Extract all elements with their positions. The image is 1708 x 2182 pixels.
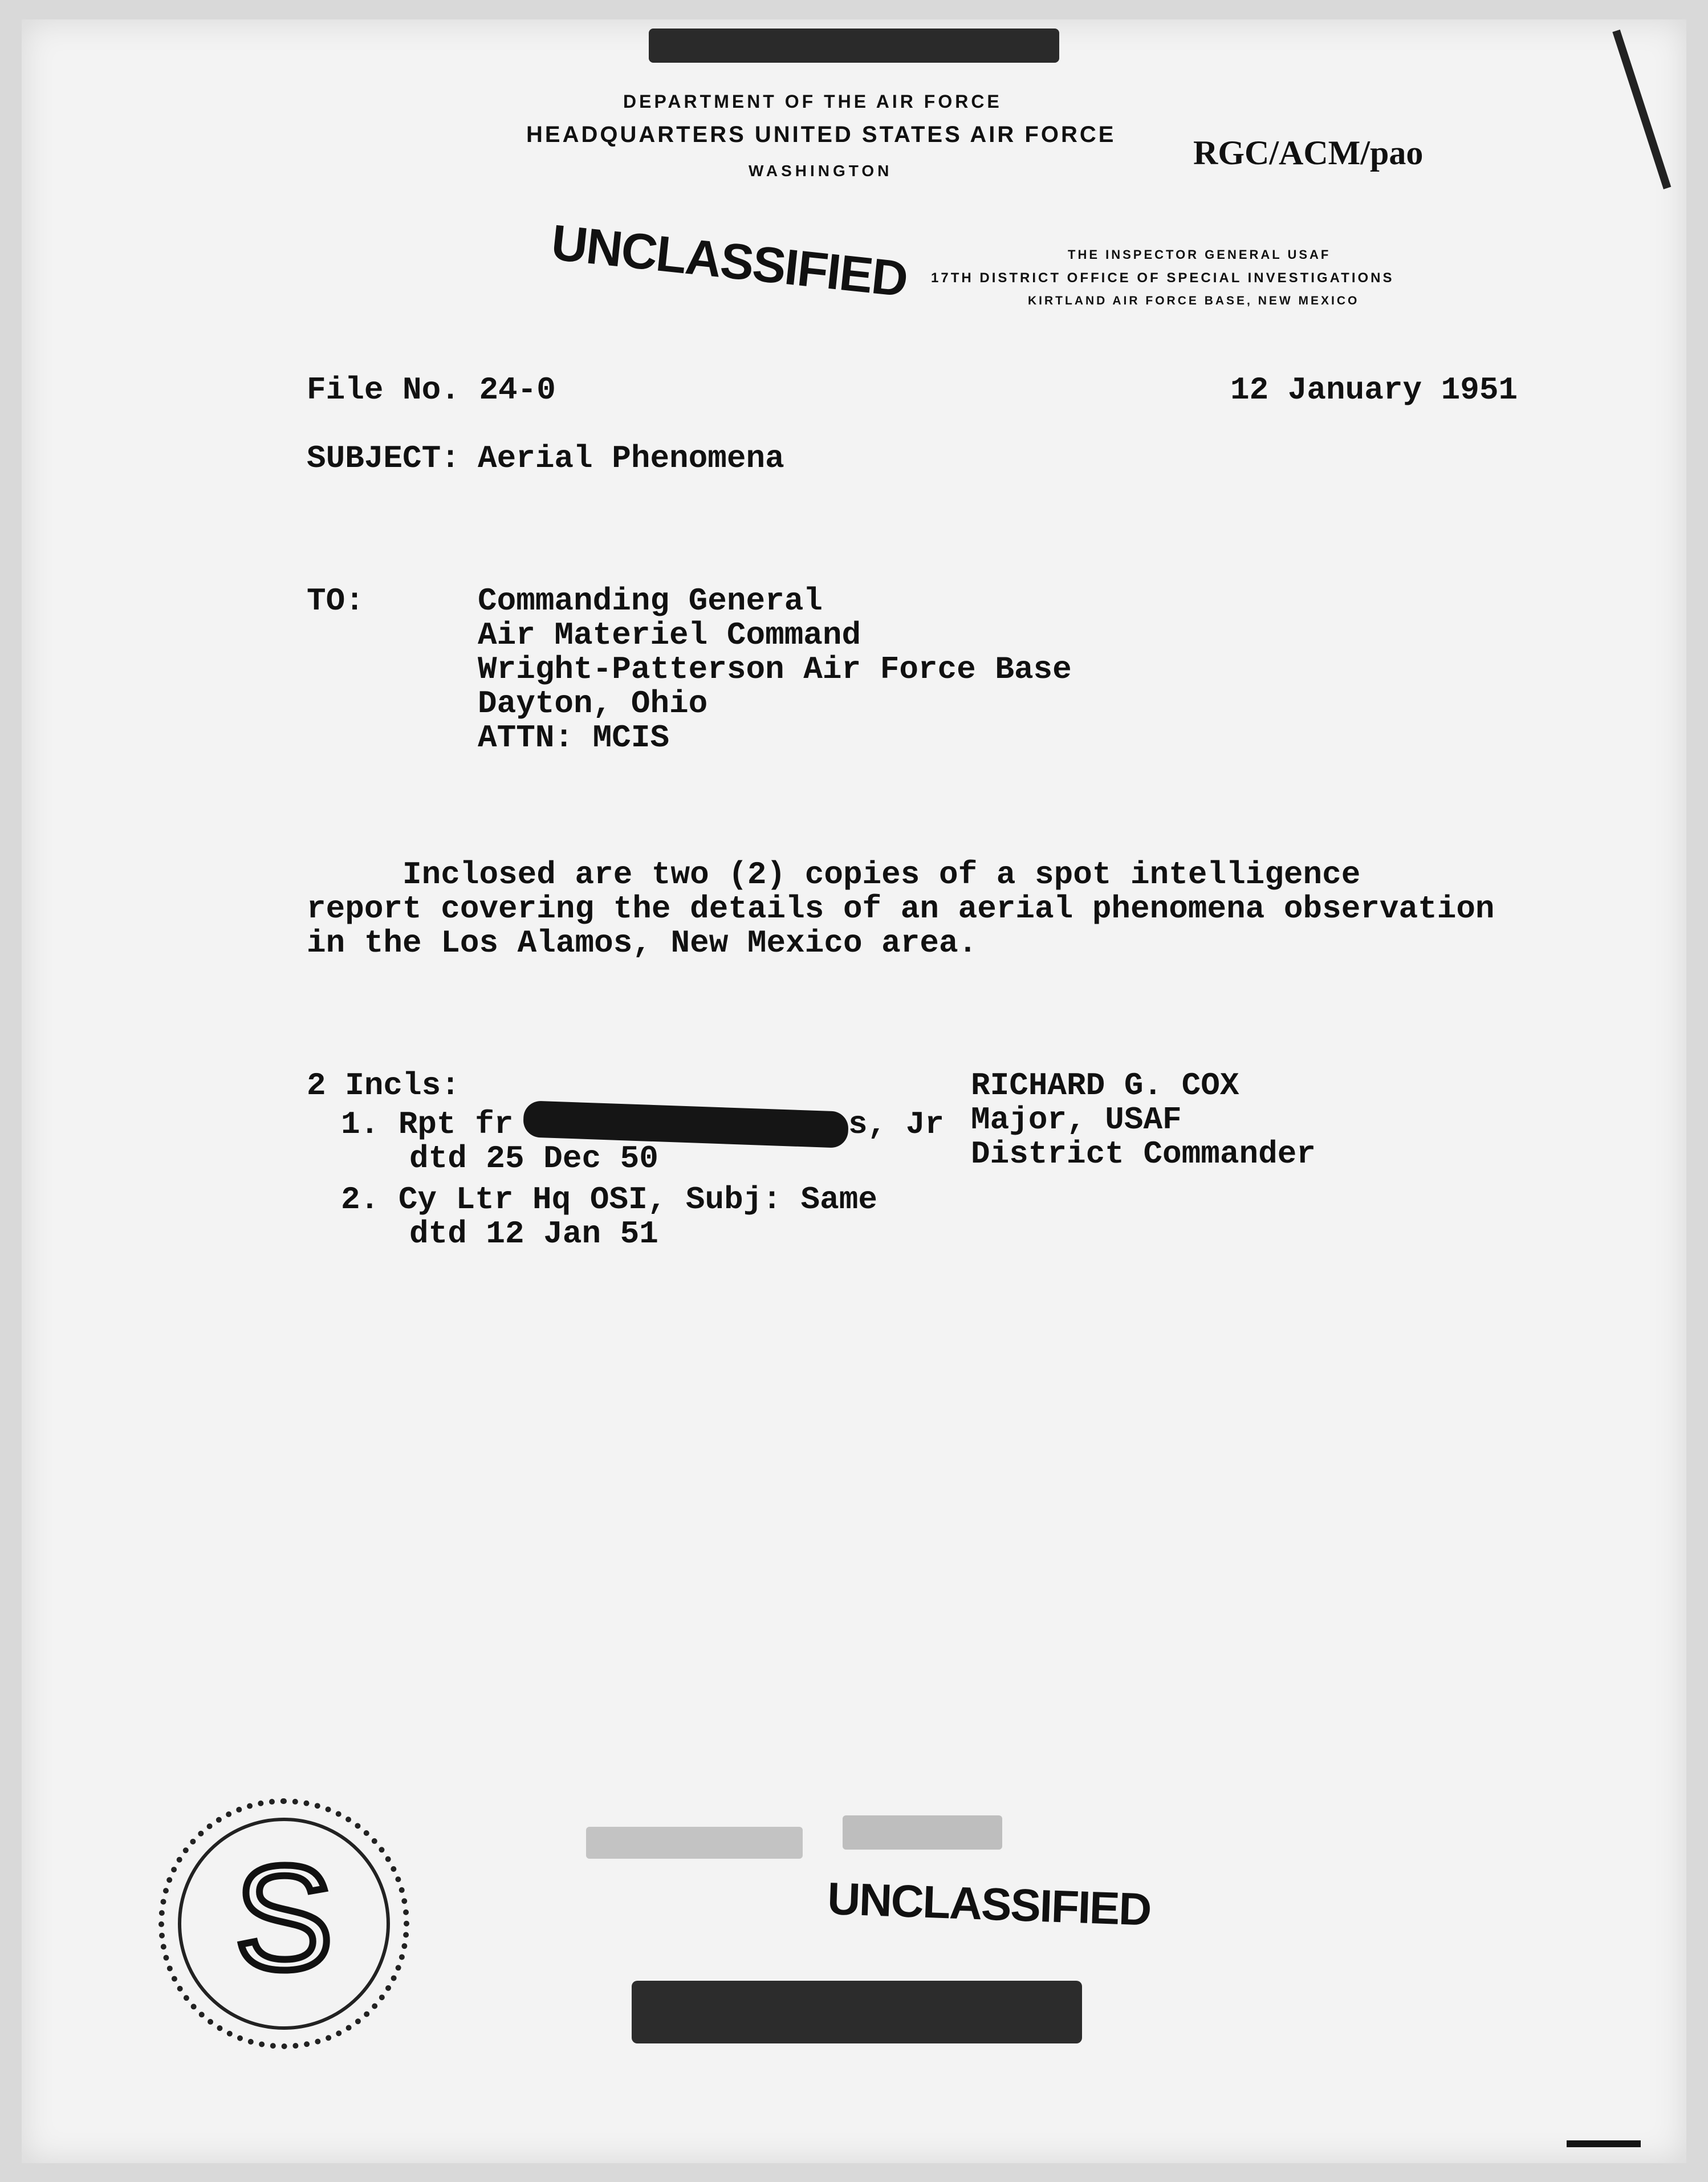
redaction-bar-top [649, 29, 1059, 63]
circle-stamp-letter: S [234, 1835, 334, 2001]
signature-rank: Major, USAF [971, 1102, 1182, 1138]
redaction-bar-bottom [632, 1981, 1082, 2043]
to-line-2: Air Materiel Command [478, 617, 861, 653]
inclosure-2: 2. Cy Ltr Hq OSI, Subj: Same [341, 1181, 877, 1218]
unclassified-stamp-top: UNCLASSIFIED [548, 213, 910, 307]
inclosure-2-date: dtd 12 Jan 51 [409, 1216, 658, 1252]
to-label: TO: [307, 583, 364, 619]
letterhead-line-3: WASHINGTON [749, 162, 893, 180]
body-line-2: report covering the details of an aerial phenomena observation [307, 891, 1495, 927]
reference-code: RGC/ACM/pao [1193, 134, 1424, 172]
body-line-1: Inclosed are two (2) copies of a spot intelligence [307, 856, 1361, 893]
faint-stamp-smudge [586, 1827, 803, 1859]
to-line-3: Wright-Patterson Air Force Base [478, 651, 1072, 688]
signature-title: District Commander [971, 1136, 1316, 1172]
page-edge-mark [1612, 30, 1671, 189]
letterhead-line-2: HEADQUARTERS UNITED STATES AIR FORCE [526, 122, 1116, 147]
inclosure-1-date: dtd 25 Dec 50 [409, 1140, 658, 1177]
file-number: File No. 24-0 [307, 372, 556, 408]
to-line-5: ATTN: MCIS [478, 720, 670, 756]
to-line-1: Commanding General [478, 583, 823, 619]
circle-stamp [158, 1798, 409, 2049]
signature-name: RICHARD G. COX [971, 1067, 1239, 1104]
unclassified-stamp-bottom: UNCLASSIFIED [826, 1872, 1152, 1935]
office-line-2: 17TH DISTRICT OFFICE OF SPECIAL INVESTIGATIONS [931, 270, 1394, 286]
faint-stamp-smudge-2 [843, 1815, 1002, 1850]
subject-label: SUBJECT: [307, 440, 460, 477]
to-line-4: Dayton, Ohio [478, 685, 708, 722]
document-page [22, 19, 1686, 2163]
inclosure-1-suffix: s, Jr [848, 1106, 945, 1143]
body-line-3: in the Los Alamos, New Mexico area. [307, 925, 978, 961]
inclosures-header: 2 Incls: [307, 1067, 460, 1104]
letter-date: 12 January 1951 [1230, 372, 1518, 408]
bottom-edge-mark [1567, 2140, 1641, 2147]
office-line-1: THE INSPECTOR GENERAL USAF [1068, 247, 1331, 262]
subject-text: Aerial Phenomena [478, 440, 784, 477]
inclosure-1-prefix: 1. Rpt fr [341, 1106, 514, 1143]
office-line-3: KIRTLAND AIR FORCE BASE, NEW MEXICO [1028, 294, 1360, 307]
letterhead-line-1: DEPARTMENT OF THE AIR FORCE [623, 91, 1002, 112]
